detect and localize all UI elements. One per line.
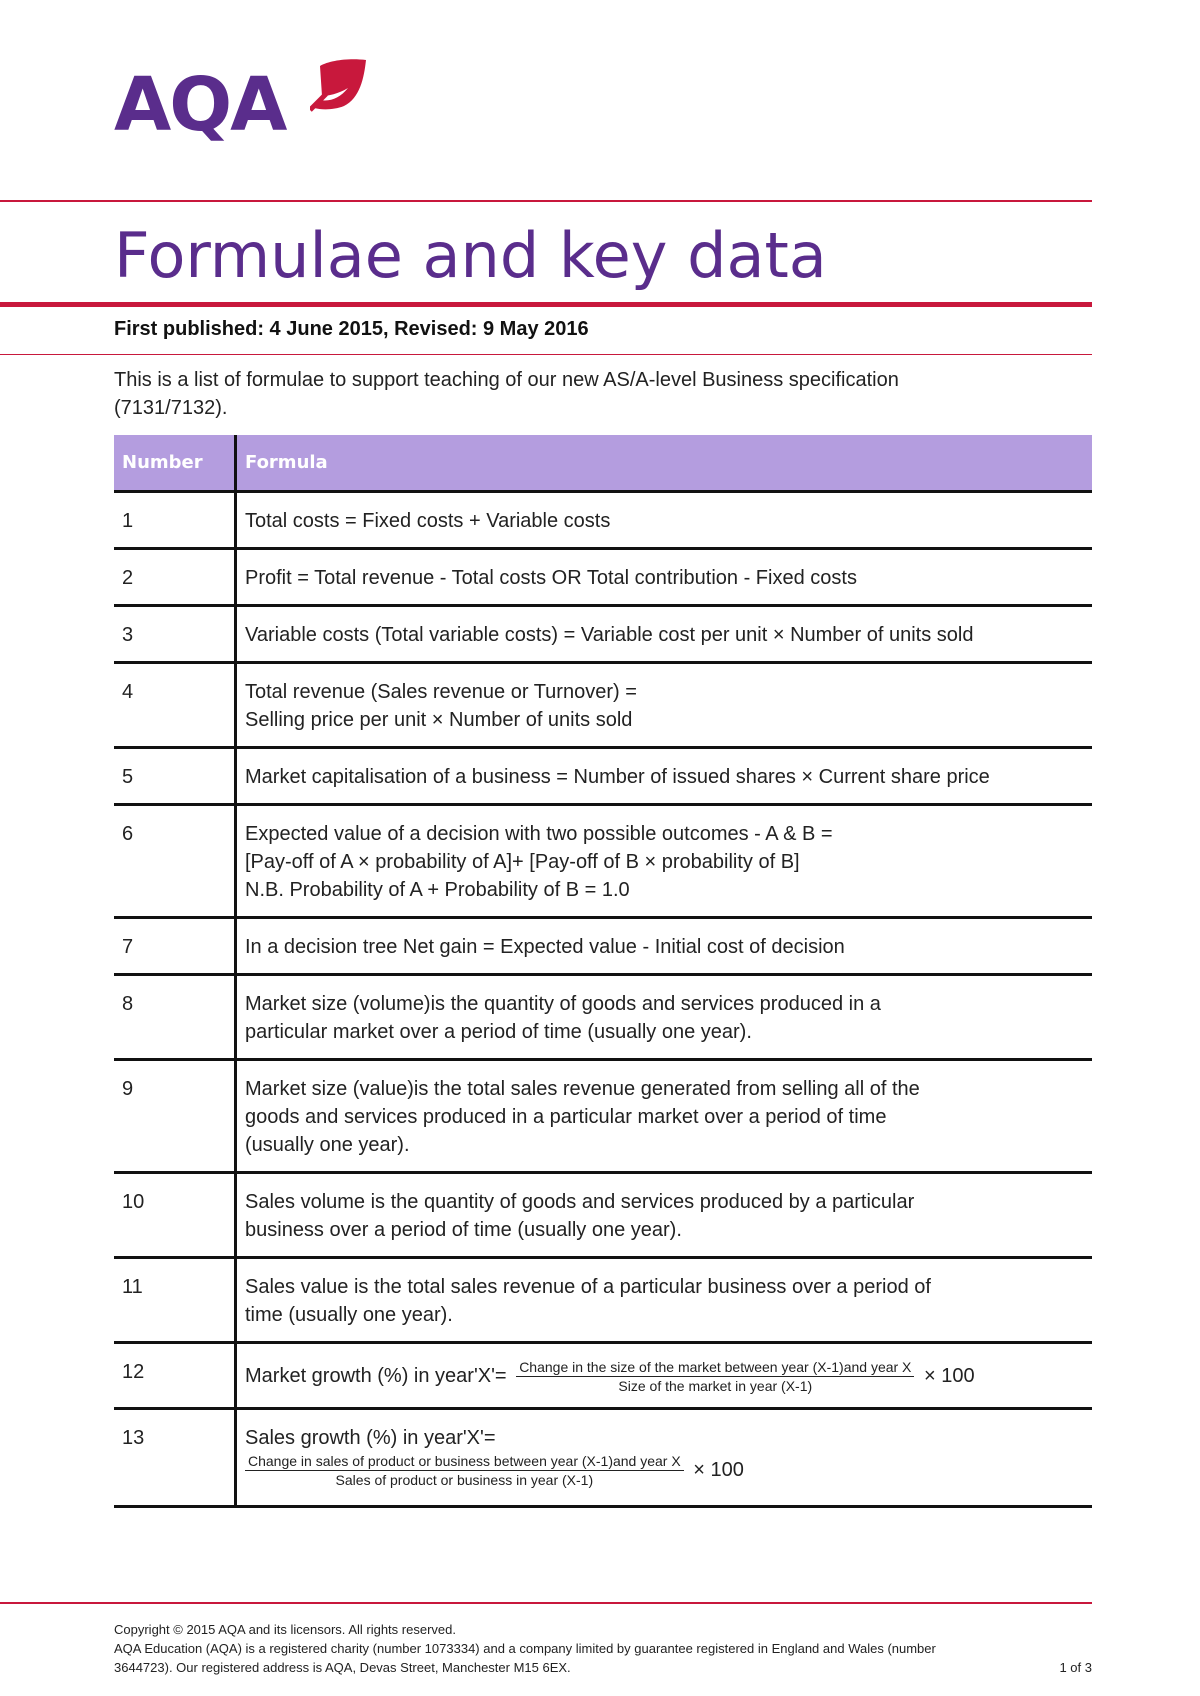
- formula-line: goods and services produced in a particular market over a period of time: [245, 1106, 887, 1128]
- table-row: [114, 748, 1092, 805]
- fraction-denominator: Size of the market in year (X-1): [618, 1378, 813, 1394]
- logo-wordmark: AQA: [114, 62, 286, 148]
- formula-line: Total revenue (Sales revenue or Turnover) =: [245, 681, 637, 703]
- row-formula: [236, 1343, 1093, 1409]
- title-divider: [0, 302, 1092, 307]
- formula-line: [Pay-off of A × probability of A]+ [Pay-off of B × probability of B]: [245, 851, 800, 873]
- row-number: 4: [114, 663, 236, 748]
- table-row: [114, 606, 1092, 663]
- formula-line: particular market over a period of time (usually one year).: [245, 1021, 752, 1043]
- fraction-numerator: Change in sales of product or business between year (X-1)and year X: [245, 1452, 684, 1471]
- row-formula: [236, 748, 1093, 805]
- footer-divider: [0, 1602, 1092, 1604]
- row-number: 2: [114, 549, 236, 606]
- table-row: [114, 975, 1092, 1060]
- fraction: [516, 1358, 914, 1395]
- column-header-number: Number: [114, 435, 236, 492]
- formula-suffix: × 100: [923, 1364, 975, 1387]
- footer: [114, 1620, 1092, 1677]
- table-row: [114, 1409, 1092, 1507]
- formula-line: Market size (value)is the total sales revenue generated from selling all of the: [245, 1078, 920, 1100]
- table-row: [114, 549, 1092, 606]
- footer-line: Copyright © 2015 AQA and its licensors. All rights reserved.: [114, 1622, 456, 1637]
- formula-line: Expected value of a decision with two possible outcomes - A & B =: [245, 823, 833, 845]
- table-row: [114, 1343, 1092, 1409]
- fraction-denominator: Sales of product or business in year (X-1): [335, 1472, 594, 1488]
- formula-line: Variable costs (Total variable costs) = Variable cost per unit × Number of units sold: [245, 624, 974, 646]
- table-row: [114, 918, 1092, 975]
- page-title: Formulae and key data: [114, 219, 827, 292]
- table-row: [114, 1060, 1092, 1173]
- row-formula: [236, 975, 1093, 1060]
- column-header-formula: Formula: [236, 435, 1093, 492]
- row-number: 9: [114, 1060, 236, 1173]
- row-formula: [236, 1173, 1093, 1258]
- formula-suffix: × 100: [693, 1458, 744, 1481]
- table-header-row: [114, 435, 1092, 492]
- row-number: 3: [114, 606, 236, 663]
- formula-line: Sales volume is the quantity of goods and services produced by a particular: [245, 1191, 915, 1213]
- row-formula: [236, 549, 1093, 606]
- aqa-logo: [114, 58, 374, 148]
- row-formula: [236, 1409, 1093, 1507]
- intro-text: This is a list of formulae to support teaching of our new AS/A-level Business specification (7131/7132).: [114, 369, 899, 419]
- formula-line: Market size (volume)is the quantity of goods and services produced in a: [245, 993, 881, 1015]
- table-row: [114, 492, 1092, 549]
- row-formula: [236, 805, 1093, 918]
- formulae-table: [114, 435, 1092, 1508]
- row-formula: [236, 492, 1093, 549]
- row-formula: [236, 606, 1093, 663]
- logo-leaf-icon: [310, 58, 370, 114]
- table-row: [114, 805, 1092, 918]
- row-number: 13: [114, 1409, 236, 1507]
- table-row: [114, 1173, 1092, 1258]
- row-formula: [236, 1258, 1093, 1343]
- published-dates: First published: 4 June 2015, Revised: 9 May 2016: [114, 318, 589, 340]
- row-number: 6: [114, 805, 236, 918]
- table-row: [114, 1258, 1092, 1343]
- formula-prefix: Market growth (%) in year'X'=: [245, 1364, 507, 1387]
- row-number: 1: [114, 492, 236, 549]
- row-number: 10: [114, 1173, 236, 1258]
- row-formula: [236, 663, 1093, 748]
- formula-line: N.B. Probability of A + Probability of B = 1.0: [245, 879, 630, 901]
- footer-line: 3644723). Our registered address is AQA, Devas Street, Manchester M15 6EX.: [114, 1660, 571, 1675]
- row-formula: [236, 1060, 1093, 1173]
- formula-line: Total costs = Fixed costs + Variable costs: [245, 510, 611, 532]
- formula-line: Market capitalisation of a business = Number of issued shares × Current share price: [245, 766, 990, 788]
- formula-line: Sales value is the total sales revenue of a particular business over a period of: [245, 1276, 931, 1298]
- row-number: 8: [114, 975, 236, 1060]
- formula-line: Profit = Total revenue - Total costs OR Total contribution - Fixed costs: [245, 567, 857, 589]
- footer-line: AQA Education (AQA) is a registered charity (number 1073334) and a company limited by guarantee registered in England and Wales (number: [114, 1641, 936, 1656]
- row-number: 12: [114, 1343, 236, 1409]
- fraction: [245, 1452, 684, 1489]
- table-row: [114, 663, 1092, 748]
- formula-line: In a decision tree Net gain = Expected value - Initial cost of decision: [245, 936, 845, 958]
- published-divider: [0, 354, 1092, 355]
- top-divider: [0, 200, 1092, 202]
- row-number: 7: [114, 918, 236, 975]
- formula-line: (usually one year).: [245, 1134, 410, 1156]
- row-number: 5: [114, 748, 236, 805]
- row-formula: [236, 918, 1093, 975]
- formula-line: Selling price per unit × Number of units sold: [245, 709, 633, 731]
- formula-line: time (usually one year).: [245, 1304, 453, 1326]
- formula-line: business over a period of time (usually one year).: [245, 1219, 682, 1241]
- row-number: 11: [114, 1258, 236, 1343]
- fraction-numerator: Change in the size of the market between year (X-1)and year X: [516, 1358, 914, 1377]
- formula-prefix: Sales growth (%) in year'X'=: [245, 1427, 496, 1449]
- page-number: 1 of 3: [1059, 1660, 1092, 1675]
